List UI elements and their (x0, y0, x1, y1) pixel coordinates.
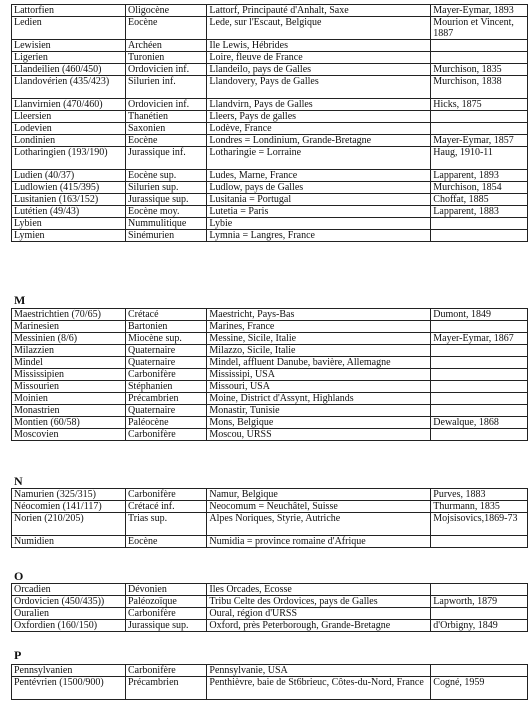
cell-stage-name: Oxfordien (160/150) (12, 620, 126, 632)
table-row (12, 608, 528, 620)
table-row (12, 309, 528, 321)
section-rows (12, 5, 528, 242)
cell-stage-name: Montien (60/58) (12, 417, 126, 429)
cell-age: Précambrien (125, 393, 206, 405)
cell-origin: Messine, Sicile, Italie (207, 333, 431, 345)
cell-age: Eocène (125, 17, 206, 40)
cell-stage-name: Norien (210/205) (12, 513, 126, 536)
cell-author (431, 111, 528, 123)
cell-age: Paléozoïque (125, 596, 206, 608)
cell-age: Nummulitique (125, 218, 206, 230)
cell-age: Ordovicien inf. (125, 99, 206, 111)
cell-author (431, 345, 528, 357)
cell-age: Quaternaire (125, 357, 206, 369)
cell-author: Lapparent, 1883 (431, 206, 528, 218)
table-row (12, 333, 528, 345)
cell-age: Dévonien (125, 584, 206, 596)
cell-age: Quaternaire (125, 405, 206, 417)
cell-origin: Lattorf, Principauté d'Anhalt, Saxe (207, 5, 431, 17)
cell-author: Mayer-Eymar, 1893 (431, 5, 528, 17)
cell-author: Cogné, 1959 (431, 677, 528, 700)
cell-age: Paléocène (125, 417, 206, 429)
cell-age: Silurien inf. (125, 76, 206, 99)
table-row (12, 677, 528, 700)
cell-author (431, 230, 528, 242)
cell-stage-name: Mindel (12, 357, 126, 369)
cell-author (431, 218, 528, 230)
cell-stage-name: Milazzien (12, 345, 126, 357)
table-row (12, 620, 528, 632)
table-row (12, 536, 528, 548)
table-row (12, 182, 528, 194)
cell-origin: Numidia = province romaine d'Afrique (207, 536, 431, 548)
cell-stage-name: Ledien (12, 17, 126, 40)
cell-stage-name: Mississipien (12, 369, 126, 381)
cell-author (431, 321, 528, 333)
table-row (12, 501, 528, 513)
cell-origin: Neocomum = Neuchâtel, Suisse (207, 501, 431, 513)
table-row (12, 76, 528, 99)
table-row (12, 135, 528, 147)
cell-origin: Llandovery, Pays de Galles (207, 76, 431, 99)
table-row (12, 218, 528, 230)
cell-age: Quaternaire (125, 345, 206, 357)
cell-author (431, 393, 528, 405)
cell-author: Mojsisovics,1869-73 (431, 513, 528, 536)
table-row (12, 123, 528, 135)
cell-age: Carbonifère (125, 489, 206, 501)
cell-author: Mayer-Eymar, 1857 (431, 135, 528, 147)
cell-age: Jurassique sup. (125, 620, 206, 632)
cell-origin: Alpes Noriques, Styrie, Autriche (207, 513, 431, 536)
table-row (12, 393, 528, 405)
cell-origin: Lusitania = Portugal (207, 194, 431, 206)
table-row (12, 206, 528, 218)
cell-stage-name: Monastrien (12, 405, 126, 417)
cell-stage-name: Pentévrien (1500/900) (12, 677, 126, 700)
cell-author: Hicks, 1875 (431, 99, 528, 111)
cell-author (431, 123, 528, 135)
cell-author (431, 381, 528, 393)
table-row (12, 345, 528, 357)
cell-author: Purves, 1883 (431, 489, 528, 501)
cell-origin: Lybie (207, 218, 431, 230)
cell-stage-name: Lusitanien (163/152) (12, 194, 126, 206)
cell-stage-name: Namurien (325/315) (12, 489, 126, 501)
cell-origin: Missouri, USA (207, 381, 431, 393)
cell-origin: Londres = Londinium, Grande-Bretagne (207, 135, 431, 147)
cell-origin: Tribu Celte des Ordovices, pays de Galles (207, 596, 431, 608)
cell-author: Dumont, 1849 (431, 309, 528, 321)
table-section-m (11, 308, 528, 441)
table-row (12, 111, 528, 123)
cell-age: Précambrien (125, 677, 206, 700)
cell-author (431, 608, 528, 620)
cell-stage-name: Pennsylvanien (12, 665, 126, 677)
section-rows (12, 489, 528, 548)
cell-origin: Monastir, Tunisie (207, 405, 431, 417)
table-row (12, 40, 528, 52)
cell-stage-name: Lotharingien (193/190) (12, 147, 126, 170)
cell-age: Saxonien (125, 123, 206, 135)
cell-author (431, 405, 528, 417)
cell-age: Silurien sup. (125, 182, 206, 194)
table-row (12, 417, 528, 429)
cell-origin: Moscou, URSS (207, 429, 431, 441)
cell-stage-name: Ouralien (12, 608, 126, 620)
section-rows (12, 309, 528, 441)
table-row (12, 321, 528, 333)
table-section-o (11, 583, 528, 632)
cell-age: Crétacé (125, 309, 206, 321)
cell-stage-name: Maestrichtien (70/65) (12, 309, 126, 321)
cell-stage-name: Ludien (40/37) (12, 170, 126, 182)
section-letter-o: O (14, 569, 24, 583)
cell-origin: Milazzo, Sicile, Italie (207, 345, 431, 357)
cell-stage-name: Ligerien (12, 52, 126, 64)
cell-stage-name: Lodevien (12, 123, 126, 135)
cell-age: Carbonifère (125, 665, 206, 677)
table-row (12, 584, 528, 596)
cell-author (431, 357, 528, 369)
cell-stage-name: Messinien (8/6) (12, 333, 126, 345)
section-letter-n: N (14, 474, 23, 488)
cell-origin: Iles Orcades, Ecosse (207, 584, 431, 596)
cell-age: Archéen (125, 40, 206, 52)
cell-author: Mayer-Eymar, 1867 (431, 333, 528, 345)
table-row (12, 665, 528, 677)
table-section-n (11, 488, 528, 548)
cell-age: Eocène sup. (125, 170, 206, 182)
cell-author (431, 429, 528, 441)
table-row (12, 170, 528, 182)
cell-age: Eocène moy. (125, 206, 206, 218)
cell-author (431, 52, 528, 64)
cell-age: Bartonien (125, 321, 206, 333)
table-row (12, 369, 528, 381)
cell-age: Oligocène (125, 5, 206, 17)
cell-age: Carbonifère (125, 608, 206, 620)
cell-age: Jurassique sup. (125, 194, 206, 206)
cell-author: Murchison, 1854 (431, 182, 528, 194)
cell-origin: Lede, sur l'Escaut, Belgique (207, 17, 431, 40)
cell-stage-name: Llandeilien (460/450) (12, 64, 126, 76)
cell-stage-name: Néocomien (141/117) (12, 501, 126, 513)
cell-stage-name: Missourien (12, 381, 126, 393)
table-row (12, 17, 528, 40)
table-row (12, 596, 528, 608)
cell-stage-name: Numidien (12, 536, 126, 548)
cell-author: Thurmann, 1835 (431, 501, 528, 513)
table-row (12, 52, 528, 64)
cell-age: Eocène (125, 536, 206, 548)
cell-age: Miocène sup. (125, 333, 206, 345)
table-section-l (11, 4, 528, 242)
cell-age: Eocène (125, 135, 206, 147)
section-letter-p: P (14, 648, 22, 662)
cell-age: Carbonifère (125, 429, 206, 441)
cell-stage-name: Lutétien (49/43) (12, 206, 126, 218)
cell-author: Haug, 1910-11 (431, 147, 528, 170)
table-section-p (11, 664, 528, 700)
cell-stage-name: Llanvirnien (470/460) (12, 99, 126, 111)
table-row (12, 405, 528, 417)
cell-author (431, 536, 528, 548)
cell-origin: Oxford, près Peterborough, Grande-Bretagne (207, 620, 431, 632)
cell-origin: Lodève, France (207, 123, 431, 135)
cell-author (431, 665, 528, 677)
cell-origin: Maestricht, Pays-Bas (207, 309, 431, 321)
cell-origin: Mindel, affluent Danube, bavière, Allemagne (207, 357, 431, 369)
cell-origin: Lymnia = Langres, France (207, 230, 431, 242)
cell-origin: Ludlow, pays de Galles (207, 182, 431, 194)
cell-origin: Lutetia = Paris (207, 206, 431, 218)
cell-origin: Penthièvre, baie de St6brieuc, Côtes-du-Nord, France (207, 677, 431, 700)
cell-author: Lapworth, 1879 (431, 596, 528, 608)
cell-origin: Loire, fleuve de France (207, 52, 431, 64)
cell-author: Mourion et Vincent, 1887 (431, 17, 528, 40)
table-row (12, 489, 528, 501)
table-row (12, 99, 528, 111)
cell-stage-name: Moscovien (12, 429, 126, 441)
cell-stage-name: Lymien (12, 230, 126, 242)
cell-author: d'Orbigny, 1849 (431, 620, 528, 632)
table-row (12, 5, 528, 17)
table-row (12, 64, 528, 76)
table-row (12, 381, 528, 393)
cell-author: Lapparent, 1893 (431, 170, 528, 182)
section-rows (12, 665, 528, 700)
cell-stage-name: Llandovérien (435/423) (12, 76, 126, 99)
cell-origin: Namur, Belgique (207, 489, 431, 501)
cell-origin: Moine, District d'Assynt, Highlands (207, 393, 431, 405)
table-row (12, 429, 528, 441)
cell-age: Crétacé inf. (125, 501, 206, 513)
cell-stage-name: Marinesien (12, 321, 126, 333)
cell-stage-name: Lewisien (12, 40, 126, 52)
cell-origin: Pennsylvanie, USA (207, 665, 431, 677)
cell-origin: Oural, région d'URSS (207, 608, 431, 620)
cell-origin: Llandvirn, Pays de Galles (207, 99, 431, 111)
cell-author: Murchison, 1838 (431, 76, 528, 99)
cell-stage-name: Orcadien (12, 584, 126, 596)
cell-age: Ordovicien inf. (125, 64, 206, 76)
cell-origin: Ile Lewis, Hébrides (207, 40, 431, 52)
cell-stage-name: Ludlowien (415/395) (12, 182, 126, 194)
cell-origin: Llandeilo, pays de Galles (207, 64, 431, 76)
cell-origin: Ludes, Marne, France (207, 170, 431, 182)
cell-age: Carbonifère (125, 369, 206, 381)
table-row (12, 194, 528, 206)
cell-age: Sinémurien (125, 230, 206, 242)
cell-author: Choffat, 1885 (431, 194, 528, 206)
cell-stage-name: Lleersien (12, 111, 126, 123)
cell-stage-name: Ordovicien (450/435)) (12, 596, 126, 608)
section-rows (12, 584, 528, 632)
table-row (12, 230, 528, 242)
table-row (12, 513, 528, 536)
cell-stage-name: Moinien (12, 393, 126, 405)
cell-origin: Lleers, Pays de galles (207, 111, 431, 123)
cell-age: Trias sup. (125, 513, 206, 536)
section-letter-m: M (14, 293, 26, 307)
cell-author: Murchison, 1835 (431, 64, 528, 76)
cell-author: Dewalque, 1868 (431, 417, 528, 429)
cell-age: Jurassique inf. (125, 147, 206, 170)
cell-stage-name: Lybien (12, 218, 126, 230)
cell-stage-name: Lattorfien (12, 5, 126, 17)
cell-origin: Mons, Belgique (207, 417, 431, 429)
cell-age: Stéphanien (125, 381, 206, 393)
cell-origin: Marines, France (207, 321, 431, 333)
cell-origin: Mississipi, USA (207, 369, 431, 381)
cell-author (431, 369, 528, 381)
cell-stage-name: Londinien (12, 135, 126, 147)
table-row (12, 357, 528, 369)
cell-author (431, 584, 528, 596)
cell-author (431, 40, 528, 52)
cell-origin: Lotharingie = Lorraine (207, 147, 431, 170)
cell-age: Thanétien (125, 111, 206, 123)
table-row (12, 147, 528, 170)
cell-age: Turonien (125, 52, 206, 64)
